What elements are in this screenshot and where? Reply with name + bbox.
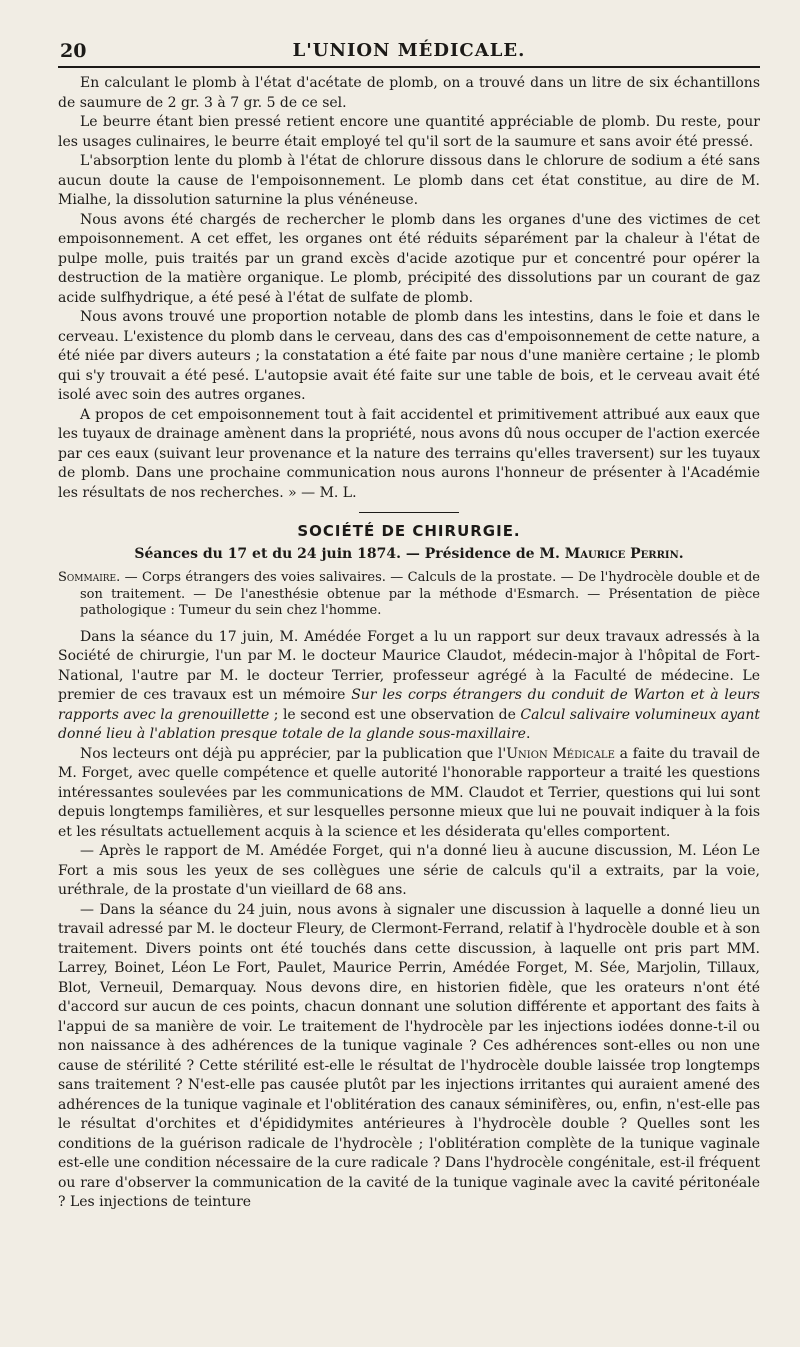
- text-run: Dans la séance du 17 juin, M. Amédée Forget a lu un rapport sur deux travaux adressés à la Société de chirurgie, l'un par M. le docteur Maurice Claudot, médecin-major à l'hôpital de Fort-National, l'autre par M. le docteur Terrier, professeur agrégé à la Faculté de médecine. Le premier de ces travaux est un mémoire: [58, 628, 760, 703]
- summary-label: Sommaire.: [58, 570, 121, 585]
- paragraph: — Dans la séance du 24 juin, nous avons à signaler une discussion à laquelle a donné lieu un travail adressé par M. le docteur Fleury, de Clermont-Ferrand, relatif à l'hydrocèle double et à son traitement. Divers points ont été touchés dans cette discussion, à laquelle ont pris part MM. Larrey, Boinet, Léon Le Fort, Paulet, Maurice Perrin, Amédée Forget, M. Sée, Marjolin, Tillaux, Blot, Verneuil, Demarquay. Nous devons dire, en historien fidèle, que les orateurs n'ont été d'accord sur aucun de ces points, chacun donnant une solution différente et apportant des faits à l'appui de sa manière de voir. Le traitement de l'hydrocèle par les injections iodées donne-t-il ou non naissance à des adhérences de la tunique vaginale ? Ces adhérences sont-elles ou non une cause de stérilité ? Cette stérilité est-elle le résultat de l'hydrocèle double laissée trop longtemps sans traitement ? N'est-elle pas causée plutôt par les injections irritantes qui auraient amené des adhérences de la tunique vaginale et l'oblitération des canaux séminifères, ou, enfin, n'est-elle pas le résultat d'orchites et d'épididymites antérieures à l'hydrocèle double ? Quelles sont les conditions de la guérison radicale de l'hydrocèle ; l'oblitération complète de la tunique vaginale est-elle une condition nécessaire de la cure radicale ? Dans l'hydrocèle congénitale, est-il fréquent ou rare d'observer la communication de la cavité de la tunique vaginale avec la cavité péritonéale ? Les injections de teinture: [58, 901, 760, 1210]
- paragraph: A propos de cet empoisonnement tout à fait accidentel et primitivement attribué aux eaux que les tuyaux de drainage amènent dans la propriété, nous avons dû nous occuper de l'action exercée par ces eaux (suivant leur provenance et la nature des terrains qu'elles traversent) sur les tuyaux de plomb. Dans une prochaine communication nous aurons l'honneur de présenter à l'Académie les résultats de nos recherches. » — M. L.: [58, 406, 760, 501]
- paragraph: L'absorption lente du plomb à l'état de chlorure dissous dans le chlorure de sodium a été sans aucun doute la cause de l'empoisonnement. Le plomb dans cet état constitue, au dire de M. Mialhe, la dissolution saturnine la plus vénéneuse.: [58, 153, 760, 208]
- header-rule: [58, 66, 760, 68]
- section-divider: [359, 512, 459, 513]
- paragraph: — Après le rapport de M. Amédée Forget, qui n'a donné lieu à aucune discussion, M. Léon Le Fort a mis sous les yeux de ses collègues une série de calculs qu'il a extraits, par la voie, uréthrale, de la prostate d'un vieillard de 68 ans.: [58, 843, 760, 898]
- page-number: 20: [60, 40, 87, 62]
- text-run: ; le second est une observation de: [269, 706, 521, 723]
- work-title: Sur les corps étrangers du conduit de Warton et à leurs rapports avec la grenouillette: [58, 687, 760, 723]
- paragraph: Nous avons été chargés de rechercher le plomb dans les organes d'une des victimes de cet empoisonnement. A cet effet, les organes ont été réduits séparément par la chaleur à l'état de pulpe molle, puis traités par un grand excès d'acide azotique pur et concentré pour opérer la destruction de la matière organique. Le plomb, précipité des dissolutions par un courant de gaz acide sulfhydrique, a été pesé à l'état de sulfate de plomb.: [58, 211, 760, 306]
- text-run: a faite du travail de M. Forget, avec quelle compétence et quelle autorité l'honorable rapporteur a traité les questions intéressantes soulevées par les communications de MM. Claudot et Terrier, questions qui lui sont depuis longtemps familières, et sur lesquelles personne mieux que lui ne pouvait indiquer à la fois et les résultats actuellement acquis à la science et les désiderata qu'elles comportent.: [58, 745, 760, 840]
- session-line: [58, 546, 760, 562]
- summary-text: — Corps étrangers des voies salivaires. — Calculs de la prostate. — De l'hydrocèle double et de son traitement. — De l'anesthésie obtenue par la méthode d'Esmarch. — Présentation de pièce pathologique : Tumeur du sein chez l'homme.: [80, 570, 760, 618]
- work-title: Calcul salivaire volumineux ayant donné lieu à l'ablation presque totale de la glande sous-maxillaire: [58, 706, 761, 742]
- session-text: Séances du 17 et du 24 juin 1874. — Présidence de M.: [134, 546, 565, 562]
- running-title: L'UNION MÉDICALE.: [292, 40, 526, 61]
- paragraph: Le beurre étant bien pressé retient encore une quantité appréciable de plomb. Du reste, pour les usages culinaires, le beurre était employé tel qu'il sort de la saumure et sans avoir été pressé.: [58, 114, 760, 150]
- president-name: Maurice Perrin: [564, 546, 679, 562]
- article-lead-poisoning: [58, 74, 760, 503]
- text-run: .: [525, 726, 531, 742]
- text-run: Nos lecteurs ont déjà pu apprécier, par la publication que l': [80, 745, 507, 762]
- paragraph: Nous avons trouvé une proportion notable de plomb dans les intestins, dans le foie et dans le cerveau. L'existence du plomb dans le cerveau, dans des cas d'empoisonnement de cette nature, a été niée par divers auteurs ; la constatation a été faite par nous d'une manière certaine ; le plomb qui s'y trouvait a été pesé. L'autopsie avait été faite sur une table de bois, et le cerveau avait été isolé avec soin des autres organes.: [58, 309, 760, 403]
- paragraph: En calculant le plomb à l'état d'acétate de plomb, on a trouvé dans un litre de six échantillons de saumure de 2 gr. 3 à 7 gr. 5 de ce sel.: [58, 75, 760, 111]
- page-header: [58, 32, 760, 62]
- paragraph-forget-report: [58, 628, 760, 745]
- session-end: .: [678, 546, 684, 562]
- journal-name: Union Médicale: [506, 745, 615, 762]
- paragraph-readers: [58, 745, 760, 843]
- section-title: SOCIÉTÉ DE CHIRURGIE.: [297, 522, 521, 540]
- summary: [58, 570, 760, 620]
